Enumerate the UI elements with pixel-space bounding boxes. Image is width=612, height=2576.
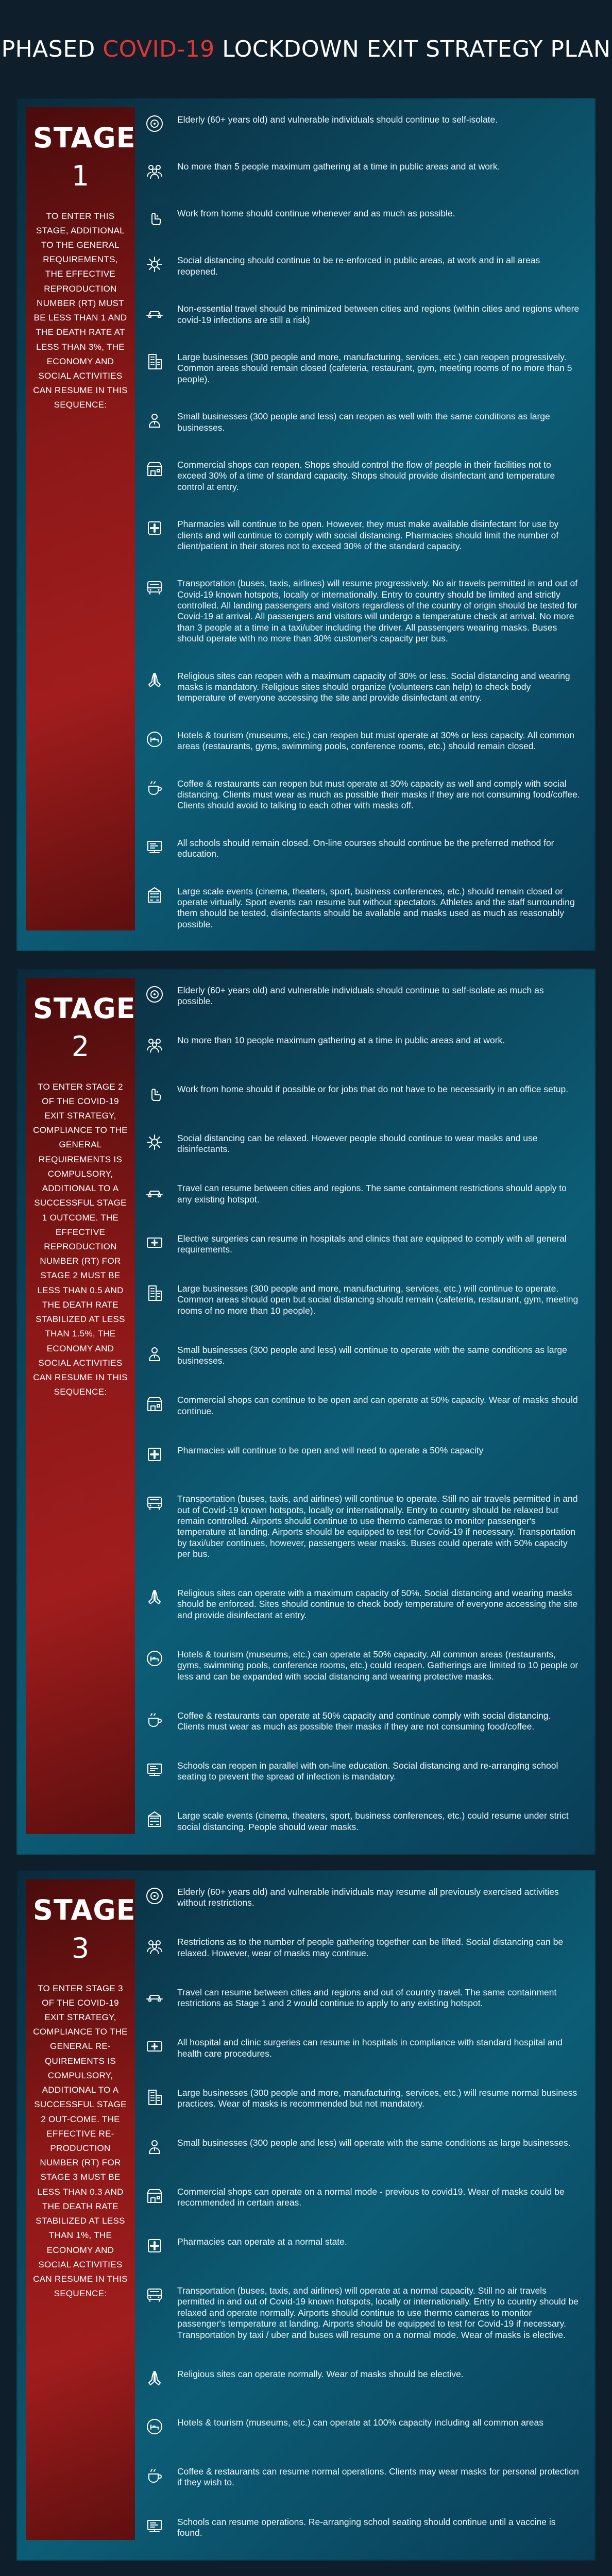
- pharmacy-icon: [143, 1443, 166, 1466]
- social-distancing-icon: [143, 253, 166, 276]
- stage-2-measures-list: [143, 983, 580, 1833]
- measure-text: Commercial shops can operate on a normal mode - previous to covid19. Wear of masks could be recommended in certain areas.: [177, 2186, 565, 2208]
- measure-text: Religious sites can operate with a maximum capacity of 50%. Social distancing and wearing masks should be enforced. Sites should continue to check body temperature of everyone accessing the site and provide disinfectant at entry.: [177, 1588, 578, 1620]
- small-business-icon: [143, 1343, 166, 1365]
- measure-item: [143, 983, 580, 1007]
- measure-item: [143, 1082, 580, 1105]
- measure-text: Schools can resume operations. Re-arranging school seating should continue until a vaccine is found.: [177, 2516, 556, 2538]
- stage-1-panel: [16, 98, 596, 951]
- shop-icon: [143, 1393, 166, 1415]
- measure-item: [143, 1985, 580, 2009]
- praying-hands-icon: [143, 2367, 166, 2389]
- stadium-icon: [143, 1808, 166, 1831]
- people-group-icon: [143, 1033, 166, 1056]
- building-icon: [143, 1281, 166, 1304]
- hotel-icon: [143, 728, 166, 751]
- measure-item: [143, 2035, 580, 2059]
- building-icon: [143, 350, 166, 372]
- transport-icon: [143, 2283, 166, 2306]
- measure-text: Religious sites can reopen with a maximum capacity of 30% or less. Social distancing and wearing masks is mandatory. Religious sites should organize (volunteers can help) to check body temperature of everyone accessing the site and provide disinfectant at entry.: [177, 670, 570, 703]
- measure-text: Large businesses (300 people and more, manufacturing, services, etc.) will continue to operate. Common areas should open but social distancing should remain (cafeteria, restaurant, gym, meeting rooms of no more than 10 people).: [177, 1283, 579, 1316]
- measure-item: [143, 1708, 580, 1733]
- stage-2-sidebar: [26, 978, 135, 1834]
- shop-icon: [143, 457, 166, 480]
- stage-heading: STAGE: [33, 122, 136, 154]
- measure-item: [143, 1586, 580, 1621]
- measure-text: All hospital and clinic surgeries can resume in hospitals in compliance with standard hospital and health care procedures.: [177, 2037, 563, 2059]
- elderly-icon: [143, 1885, 166, 1907]
- stage-number: 2: [71, 1030, 90, 1063]
- measure-text: Large scale events (cinema, theaters, sport, business conferences, etc.) could resume under strict social distancing. People should wear masks.: [177, 1810, 569, 1832]
- measure-item: [143, 1393, 580, 1417]
- measure-text: Coffee & restaurants can reopen but must operate at 30% capacity as well and comply with social distancing. Clients must wear as much as possible their masks if they are not consuming food/coffee. Clients should avoid to talking to each other with masks off.: [177, 778, 580, 811]
- small-business-icon: [143, 409, 166, 432]
- coffee-icon: [143, 776, 166, 799]
- title-text-highlight: COVID-19: [103, 36, 215, 62]
- measure-text: Small businesses (300 people and less) will operate with the same conditions as large businesses.: [177, 2138, 571, 2148]
- praying-hands-icon: [143, 669, 166, 691]
- measure-item: [143, 776, 580, 811]
- measure-text: Transportation (buses, taxis, airlines) will resume progressively. No air travels permitted in and out of Covid-19 known hotspots, locally or internationally. Entry to country should be limited and strictly controlled. All landing passengers and visitors regardless of the country of origin should be tested for Covid-19 at arrival. All passengers and visitors will undergo a temperature check at arrival. No more than 3 people at a time in a taxi/uber including the driver. All passengers wearing masks. Buses should operate with no more than 30% customer's capacity per bus.: [177, 578, 578, 644]
- measure-text: Transportation (buses, taxis, and airlines) will continue to operate. Still no air travels permitted in and out of Covid-19 known hotspots, locally or internationally. Entry to country should be relaxed but remain controlled. Airports should continue to use thermo cameras to monitor passenger's temperature at landing. Airports should be equipped to test for Covid-19 if necessary. Transportation by taxi/uber continues, however, passengers wear masks. Buses could operate with 50% capacity per bus.: [177, 1494, 578, 1560]
- pharmacy-icon: [143, 517, 166, 539]
- social-distancing-icon: [143, 1131, 166, 1154]
- measure-text: Travel can resume between cities and regions. The same containment restrictions should apply to any existing hotspot.: [177, 1183, 567, 1205]
- measure-text: Restrictions as to the number of people gathering together can be lifted. Social distancing can be relaxed. However, wear of masks may continue.: [177, 1937, 564, 1958]
- measure-text: All schools should remain closed. On-line courses should continue be the preferred method for education.: [177, 837, 554, 859]
- stage-2-panel: [16, 969, 596, 1855]
- measure-text: Hotels & tourism (museums, etc.) can operate at 50% capacity. All common areas (restaurants, gyms, swimming pools, conference rooms, etc.) could reopen. Gatherings are limited to 10 people or less and can be expanded with social distancing and wearing protective masks.: [177, 1649, 579, 1682]
- measure-item: [143, 1181, 580, 1205]
- measure-item: [143, 350, 580, 385]
- measure-item: [143, 1131, 580, 1155]
- measure-text: Elderly (60+ years old) and vulnerable individuals should continue to self-isolate as much as possible.: [177, 985, 544, 1007]
- measure-text: Coffee & restaurants can resume normal operations. Clients may wear masks for personal protection if they wish to.: [177, 2466, 579, 2488]
- measure-item: [143, 2136, 580, 2158]
- measure-item: [143, 1885, 580, 1909]
- measure-item: [143, 1758, 580, 1783]
- measure-item: [143, 1281, 580, 1316]
- measure-text: Elderly (60+ years old) and vulnerable individuals may resume all previously exercised activities without restrictions.: [177, 1887, 559, 1908]
- measure-text: Pharmacies will continue to be open. However, they must make available disinfectant for use by clients and will continue to comply with social distancing. Pharmacies should limit the number of client/patient in their stores not to exceed 30% of the standard capacity.: [177, 519, 559, 551]
- praying-hands-icon: [143, 1586, 166, 1608]
- measure-text: No more than 5 people maximum gathering at a time in public areas and at work.: [177, 161, 500, 172]
- measure-item: [143, 1343, 580, 1367]
- coffee-icon: [143, 1708, 166, 1731]
- measure-item: [143, 728, 580, 752]
- school-icon: [143, 836, 166, 858]
- measure-item: [143, 1935, 580, 1959]
- medical-icon: [143, 2035, 166, 2058]
- elderly-icon: [143, 983, 166, 1006]
- travel-icon: [143, 301, 166, 324]
- travel-icon: [143, 1985, 166, 2008]
- measure-item: [143, 301, 580, 326]
- measure-text: Pharmacies will continue to be open and will need to operate a 50% capacity: [177, 1445, 484, 1455]
- hotel-icon: [143, 1647, 166, 1670]
- transport-icon: [143, 1492, 166, 1514]
- measure-item: [143, 2234, 580, 2257]
- measure-item: [143, 1808, 580, 1833]
- work-from-home-icon: [143, 206, 166, 229]
- transport-icon: [143, 576, 166, 599]
- measure-text: Large businesses (300 people and more, manufacturing, services, etc.) can reopen progressively. Common areas should remain closed (cafeteria, restaurant, gym, meeting rooms of no more than 5 people).: [177, 352, 572, 384]
- measure-text: Hotels & tourism (museums, etc.) can reopen but must operate at 30% or less capacity. All common areas (restaurants, gyms, swimming pools, conference rooms, etc.) should remain closed.: [177, 730, 574, 752]
- measure-item: [143, 457, 580, 493]
- measure-text: Schools can reopen in parallel with on-line education. Social distancing and re-arranging school seating to prevent the spread of infection is mandatory.: [177, 1760, 558, 1782]
- stage-1-sidebar: [26, 107, 135, 930]
- people-group-icon: [143, 1935, 166, 1957]
- measure-item: [143, 517, 580, 552]
- measure-text: Social distancing should continue to be re-enforced in public areas, at work and in all areas reopened.: [177, 255, 540, 277]
- measure-item: [143, 159, 580, 182]
- measure-item: [143, 1033, 580, 1056]
- measure-text: Work from home should continue whenever and as much as possible.: [177, 208, 455, 219]
- building-icon: [143, 2086, 166, 2108]
- measure-item: [143, 2464, 580, 2488]
- measure-item: [143, 1647, 580, 1682]
- measure-text: No more than 10 people maximum gathering at a time in public areas and at work.: [177, 1035, 505, 1046]
- measure-text: Large businesses (300 people and more, manufacturing, services, etc.) will resume normal business practices. Wear of masks is recommended but not mandatory.: [177, 2087, 577, 2109]
- header: [0, 0, 612, 98]
- stage-heading: STAGE: [33, 1894, 136, 1926]
- stadium-icon: [143, 884, 166, 907]
- travel-icon: [143, 1181, 166, 1204]
- measure-item: [143, 2367, 580, 2389]
- work-from-home-icon: [143, 1082, 166, 1105]
- measure-item: [143, 1492, 580, 1560]
- school-icon: [143, 1758, 166, 1781]
- stage-requirements: TO ENTER THIS STAGE, ADDITIONAL TO THE GENERAL REQUIREMENTS, THE EFFECTIVE REPRODUCTION NUMBER (RT) MUST BE LESS THAN 1 AND THE DEATH RATE AT LESS THAN 3%, THE ECONOMY AND SOCIAL ACTIVITIES CAN RESUME IN THIS SEQUENCE:: [33, 211, 128, 410]
- measure-item: [143, 2515, 580, 2539]
- measure-text: Work from home should if possible or for jobs that do not have to be necessarily in an office setup.: [177, 1084, 569, 1095]
- measure-item: [143, 2184, 580, 2209]
- stage-3-sidebar: [26, 1879, 135, 2540]
- measure-text: Small businesses (300 people and less) will continue to operate with the same conditions as large businesses.: [177, 1344, 567, 1366]
- stage-1-measures-list: [143, 112, 580, 930]
- stage-requirements: TO ENTER STAGE 3 OF THE COVID-19 EXIT STRATEGY, COMPLIANCE TO THE GENERAL RE-QUIREMENTS IS COMPULSORY, ADDITIONAL TO A SUCCESSFUL STAGE 2 OUT-COME. THE EFFECTIVE RE-PRODUCTION NUMBER (RT) FOR STAGE 3 MUST BE LESS THAN 0.3 AND THE DEATH RATE STABILIZED AT LESS THAN 1%, THE ECONOMY AND SOCIAL ACTIVITIES CAN RESUME IN THIS SEQUENCE:: [33, 1983, 128, 2299]
- measure-text: Large scale events (cinema, theaters, sport, business conferences, etc.) should remain closed or operate virtually. Sport events can resume but without spectators. Athletes and the staff surrounding them should be tested, disinfectants should be available and masks used as much as reasonably possible.: [177, 886, 575, 929]
- measure-text: Elderly (60+ years old) and vulnerable individuals should continue to self-isolate.: [177, 114, 498, 125]
- stage-requirements: TO ENTER STAGE 2 OF THE COVID-19 EXIT STRATEGY, COMPLIANCE TO THE GENERAL REQUIREMENTS IS COMPULSORY, ADDITIONAL TO A SUCCESSFUL STAGE 1 OUTCOME. THE EFFECTIVE REPRODUCTION NUMBER (RT) FOR STAGE 2 MUST BE LESS THAN 0.5 AND THE DEATH RATE STABILIZED AT LESS THAN 1.5%, THE ECONOMY AND SOCIAL ACTIVITIES CAN RESUME IN THIS SEQUENCE:: [33, 1081, 128, 1397]
- hotel-icon: [143, 2415, 166, 2438]
- measure-text: Pharmacies can operate at a normal state.: [177, 2236, 347, 2247]
- measure-text: Small businesses (300 people and less) can reopen as well with the same conditions as large businesses.: [177, 411, 550, 433]
- measure-text: Non-essential travel should be minimized between cities and regions (within cities and regions where covid-19 infections are still a risk): [177, 303, 580, 325]
- small-business-icon: [143, 2136, 166, 2158]
- measure-item: [143, 2086, 580, 2110]
- measure-item: [143, 206, 580, 229]
- measure-text: Elective surgeries can resume in hospitals and clinics that are equipped to comply with all general requirements.: [177, 1233, 567, 1255]
- measure-item: [143, 112, 580, 135]
- stage-heading: STAGE: [33, 992, 136, 1025]
- measure-item: [143, 836, 580, 860]
- coffee-icon: [143, 2464, 166, 2487]
- title-text-pre: PHASED: [1, 36, 103, 62]
- measure-item: [143, 576, 580, 644]
- measure-text: Religious sites can operate normally. Wear of masks should be elective.: [177, 2368, 464, 2379]
- measure-item: [143, 884, 580, 930]
- stage-3-panel: [16, 1870, 596, 2561]
- shop-icon: [143, 2184, 166, 2207]
- measure-item: [143, 1443, 580, 1466]
- measure-text: Transportation (buses, taxis, and airlines) will operate at a normal capacity. Still no air travels permitted in and out of Covid-19 known hotspots, locally or internationally. Entry to country should be relaxed and operate normally. Airports should continue to use thermo cameras to monitor passenger's temperature at landing. Airports should be equipped to test for Covid-19 if necessary. Transportation by taxi / uber and buses will resume on a normal mode. Wear of masks is elective.: [177, 2285, 579, 2340]
- measure-item: [143, 409, 580, 433]
- measure-text: Coffee & restaurants can operate at 50% capacity and continue comply with social distancing. Clients must wear as much as possible their masks if they are not consuming food/coffee.: [177, 1710, 551, 1732]
- pharmacy-icon: [143, 2234, 166, 2257]
- stage-3-measures-list: [143, 1885, 580, 2538]
- measure-item: [143, 253, 580, 277]
- measure-text: Social distancing can be relaxed. However people should continue to wear masks and use disinfectants.: [177, 1132, 538, 1155]
- elderly-icon: [143, 112, 166, 135]
- measure-text: Hotels & tourism (museums, etc.) can operate at 100% capacity including all common areas: [177, 2417, 544, 2428]
- measure-text: Commercial shops can continue to be open and can operate at 50% capacity. Wear of masks should continue.: [177, 1395, 578, 1416]
- measure-item: [143, 2283, 580, 2341]
- measure-text: Commercial shops can reopen. Shops should control the flow of people in their facilities not to exceed 30% of a time of standard capacity. Shops should provide disinfectant and temperature control at entry.: [177, 460, 555, 492]
- page-title: [2, 36, 611, 62]
- measure-item: [143, 1231, 580, 1256]
- medical-icon: [143, 1231, 166, 1254]
- people-group-icon: [143, 159, 166, 182]
- school-icon: [143, 2515, 166, 2537]
- measure-item: [143, 669, 580, 704]
- measure-item: [143, 2415, 580, 2438]
- measure-text: Travel can resume between cities and regions and out of country travel. The same containment restrictions as Stage 1 and 2 would continue to apply to any existing hotspot.: [177, 1987, 557, 2009]
- title-text-post: LOCKDOWN EXIT STRATEGY PLAN: [214, 36, 611, 62]
- stage-number: 3: [71, 1932, 90, 1965]
- stage-number: 1: [71, 160, 90, 193]
